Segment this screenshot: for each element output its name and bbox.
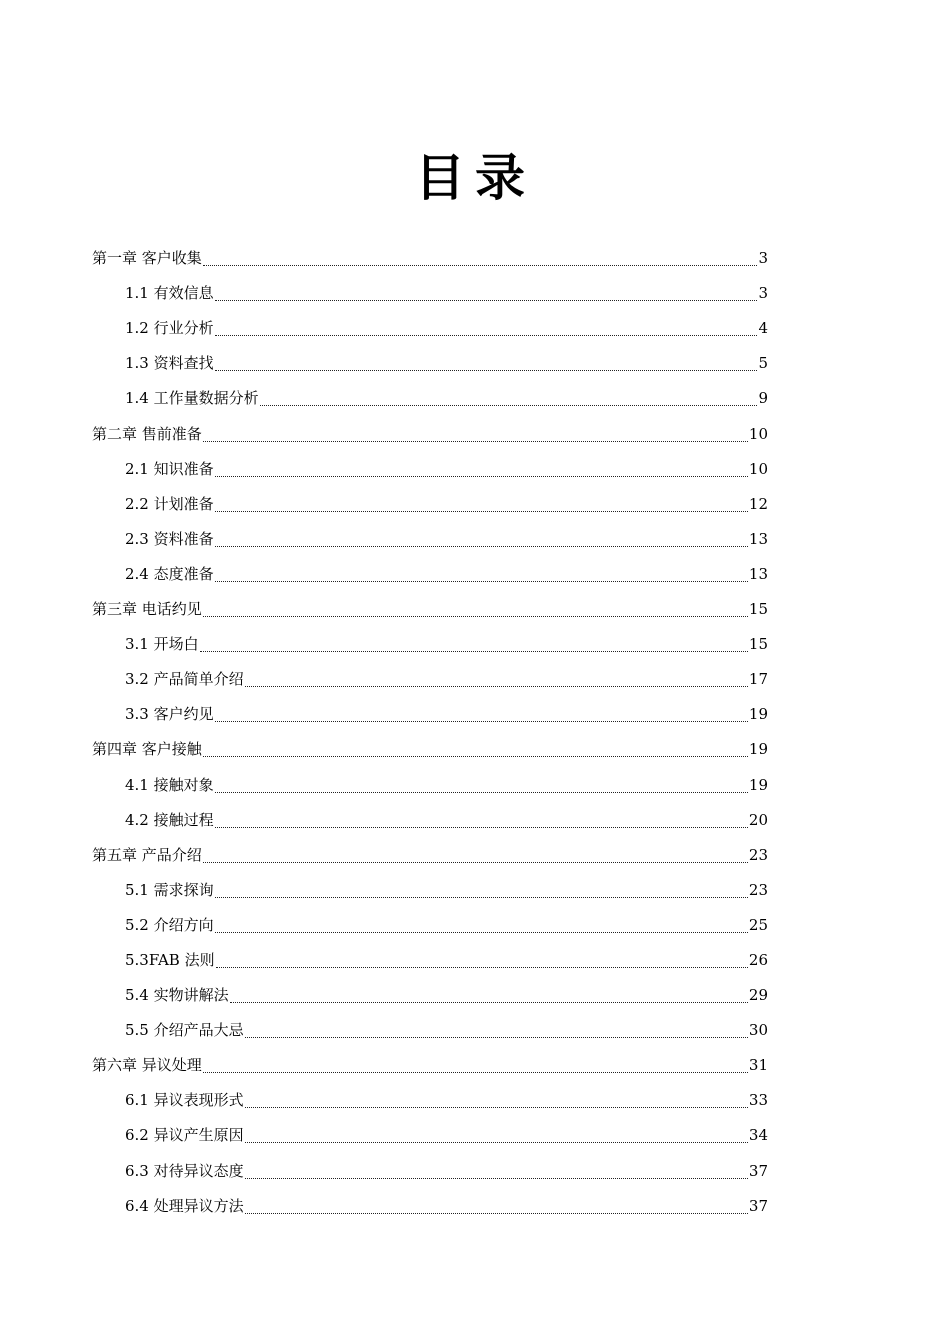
toc-page-number: 26: [748, 950, 768, 969]
toc-section-entry[interactable]: [92, 381, 768, 416]
toc-entry-label: 1.2 行业分析: [125, 319, 214, 338]
toc-page-number: 15: [748, 635, 768, 654]
toc-section-entry[interactable]: [92, 697, 768, 732]
toc-chapter-entry[interactable]: [92, 592, 768, 627]
toc-chapter-entry[interactable]: [92, 838, 768, 873]
toc-page-number: 37: [748, 1161, 768, 1180]
toc-dot-leader: [203, 263, 758, 266]
toc-entry-label: 6.3 对待异议态度: [125, 1161, 244, 1180]
toc-dot-leader: [200, 649, 748, 652]
toc-entry-label: 2.3 资料准备: [125, 529, 214, 548]
toc-entry-label: 第四章 客户接触: [92, 740, 202, 759]
toc-dot-leader: [215, 368, 758, 371]
toc-dot-leader: [215, 333, 758, 336]
toc-section-entry[interactable]: [92, 487, 768, 522]
toc-entry-label: 2.2 计划准备: [125, 494, 214, 513]
toc-chapter-entry[interactable]: [92, 732, 768, 767]
toc-page-number: 4: [758, 319, 768, 338]
toc-page-number: 23: [748, 845, 768, 864]
toc-dot-leader: [215, 719, 748, 722]
toc-entry-label: 第五章 产品介绍: [92, 845, 202, 864]
toc-section-entry[interactable]: [92, 276, 768, 311]
toc-page-number: 19: [748, 775, 768, 794]
toc-entry-label: 第一章 客户收集: [92, 249, 202, 268]
toc-page-number: 9: [758, 389, 768, 408]
toc-entry-label: 2.4 态度准备: [125, 564, 214, 583]
toc-section-entry[interactable]: [92, 908, 768, 943]
toc-section-entry[interactable]: [92, 346, 768, 381]
toc-page-number: 10: [748, 424, 768, 443]
toc-dot-leader: [215, 895, 748, 898]
toc-dot-leader: [215, 790, 748, 793]
toc-entry-label: 4.2 接触过程: [125, 810, 214, 829]
toc-dot-leader: [203, 860, 748, 863]
toc-page-number: 10: [748, 459, 768, 478]
toc-page-number: 13: [748, 564, 768, 583]
toc-entry-label: 3.3 客户约见: [125, 705, 214, 724]
toc-dot-leader: [215, 298, 758, 301]
toc-entry-label: 5.2 介绍方向: [125, 915, 214, 934]
toc-entry-label: 6.4 处理异议方法: [125, 1196, 244, 1215]
toc-section-entry[interactable]: [92, 943, 768, 978]
toc-entry-label: 4.1 接触对象: [125, 775, 214, 794]
toc-dot-leader: [245, 684, 748, 687]
toc-dot-leader: [216, 965, 748, 968]
toc-page-number: 12: [748, 494, 768, 513]
toc-chapter-entry[interactable]: [92, 241, 768, 276]
toc-entry-label: 1.1 有效信息: [125, 284, 214, 303]
toc-entry-label: 5.5 介绍产品大忌: [125, 1021, 244, 1040]
toc-dot-leader: [230, 1000, 748, 1003]
toc-dot-leader: [215, 474, 748, 477]
toc-dot-leader: [260, 403, 758, 406]
toc-page-number: 19: [748, 740, 768, 759]
toc-list: [92, 241, 768, 1224]
toc-section-entry[interactable]: [92, 767, 768, 802]
toc-dot-leader: [245, 1176, 748, 1179]
toc-entry-label: 3.1 开场白: [125, 635, 199, 654]
toc-dot-leader: [215, 544, 748, 547]
toc-dot-leader: [245, 1105, 748, 1108]
toc-page-number: 31: [748, 1056, 768, 1075]
toc-section-entry[interactable]: [92, 452, 768, 487]
toc-page-number: 3: [758, 284, 768, 303]
toc-title: 目录: [415, 149, 535, 207]
toc-entry-label: 6.1 异议表现形式: [125, 1091, 244, 1110]
toc-page-number: 30: [748, 1021, 768, 1040]
toc-page-number: 17: [748, 670, 768, 689]
toc-page-number: 15: [748, 600, 768, 619]
toc-section-entry[interactable]: [92, 557, 768, 592]
toc-entry-label: 5.4 实物讲解法: [125, 986, 229, 1005]
toc-chapter-entry[interactable]: [92, 1048, 768, 1083]
toc-page-number: 29: [748, 986, 768, 1005]
toc-dot-leader: [203, 614, 748, 617]
toc-entry-label: 5.1 需求探询: [125, 880, 214, 899]
toc-section-entry[interactable]: [92, 1013, 768, 1048]
toc-entry-label: 5.3FAB 法则: [125, 950, 215, 969]
toc-page-number: 33: [748, 1091, 768, 1110]
toc-dot-leader: [203, 754, 748, 757]
toc-page-number: 5: [758, 354, 768, 373]
toc-dot-leader: [215, 579, 748, 582]
toc-entry-label: 第六章 异议处理: [92, 1056, 202, 1075]
toc-entry-label: 3.2 产品简单介绍: [125, 670, 244, 689]
toc-page-number: 25: [748, 915, 768, 934]
toc-section-entry[interactable]: [92, 522, 768, 557]
toc-dot-leader: [245, 1211, 748, 1214]
toc-section-entry[interactable]: [92, 627, 768, 662]
toc-page-number: 37: [748, 1196, 768, 1215]
toc-dot-leader: [245, 1035, 748, 1038]
toc-dot-leader: [215, 825, 748, 828]
toc-section-entry[interactable]: [92, 662, 768, 697]
toc-section-entry[interactable]: [92, 1118, 768, 1153]
toc-section-entry[interactable]: [92, 311, 768, 346]
toc-section-entry[interactable]: [92, 1189, 768, 1224]
toc-entry-label: 1.3 资料查找: [125, 354, 214, 373]
toc-entry-label: 第三章 电话约见: [92, 600, 202, 619]
toc-page-number: 19: [748, 705, 768, 724]
toc-dot-leader: [215, 930, 748, 933]
toc-entry-label: 6.2 异议产生原因: [125, 1126, 244, 1145]
toc-section-entry[interactable]: [92, 873, 768, 908]
toc-dot-leader: [203, 439, 748, 442]
toc-entry-label: 2.1 知识准备: [125, 459, 214, 478]
toc-page-number: 23: [748, 880, 768, 899]
toc-page-number: 20: [748, 810, 768, 829]
toc-dot-leader: [203, 1070, 748, 1073]
toc-section-entry[interactable]: [92, 803, 768, 838]
toc-entry-label: 第二章 售前准备: [92, 424, 202, 443]
toc-entry-label: 1.4 工作量数据分析: [125, 389, 259, 408]
toc-chapter-entry[interactable]: [92, 416, 768, 451]
toc-section-entry[interactable]: [92, 978, 768, 1013]
toc-section-entry[interactable]: [92, 1153, 768, 1188]
toc-page-number: 13: [748, 529, 768, 548]
toc-page-number: 34: [748, 1126, 768, 1145]
toc-page-number: 3: [758, 249, 768, 268]
toc-section-entry[interactable]: [92, 1083, 768, 1118]
toc-dot-leader: [215, 509, 748, 512]
toc-dot-leader: [245, 1140, 748, 1143]
